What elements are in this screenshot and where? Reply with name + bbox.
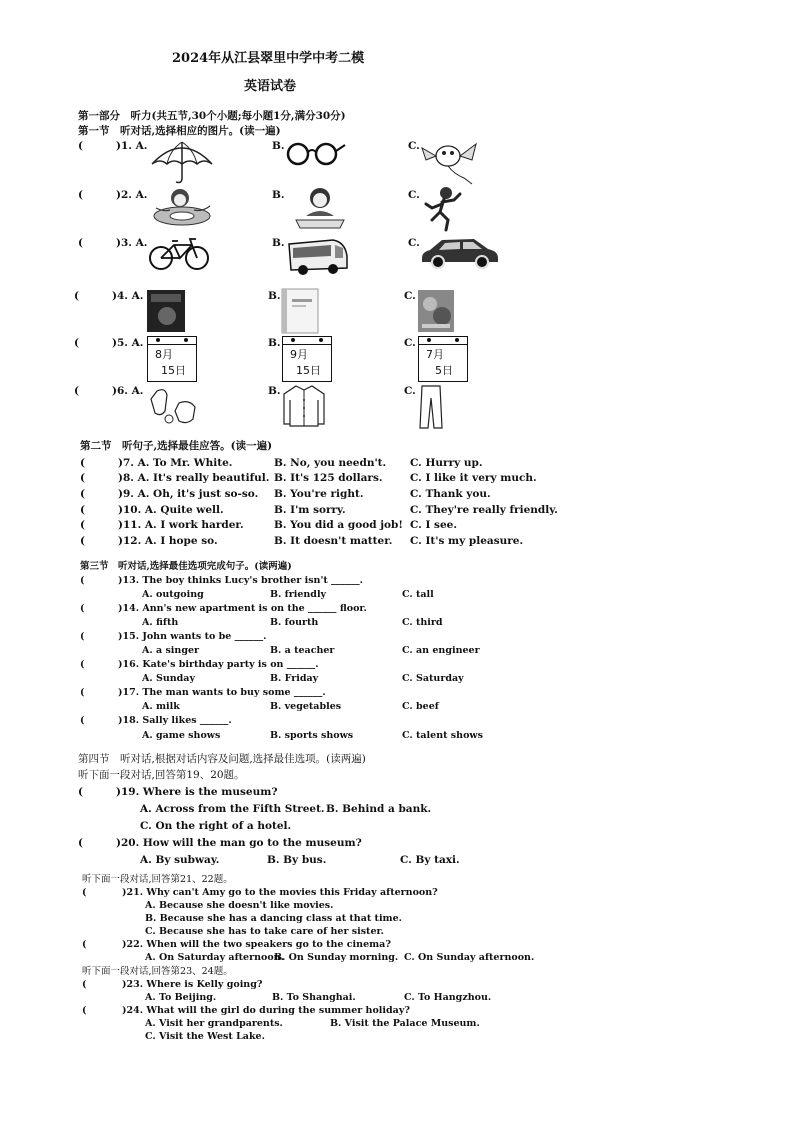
running-boy-icon xyxy=(420,186,470,232)
option-c: C. I see. xyxy=(410,519,457,531)
option-a: A. a singer xyxy=(142,645,200,656)
umbrella-icon xyxy=(150,140,214,184)
book-dark-icon xyxy=(147,290,187,332)
calendar-month: 8月 xyxy=(155,348,173,361)
option-b: B. You're right. xyxy=(274,488,364,500)
option-c: C. It's my pleasure. xyxy=(410,535,524,547)
calendar-icon xyxy=(282,336,332,382)
option-a: A. To Beijing. xyxy=(145,992,217,1003)
answer-paren[interactable]: ( xyxy=(78,189,83,201)
option-a: A. On Saturday afternoon. xyxy=(145,952,284,963)
option-b: B. Friday xyxy=(270,673,319,684)
question-text: )22. When will the two speakers go to the cinema? xyxy=(122,939,391,950)
option-b: B. sports shows xyxy=(270,730,354,741)
option-b: B. Because she has a dancing class at that time. xyxy=(145,913,402,924)
car-icon xyxy=(420,236,500,270)
question-number: )4. A. xyxy=(112,290,144,302)
answer-paren[interactable]: ( xyxy=(82,887,87,898)
option-a: A. outgoing xyxy=(142,589,204,600)
answer-paren[interactable]: ( xyxy=(80,457,85,469)
option-a: A. Across from the Fifth Street. xyxy=(140,803,325,815)
part-heading: 第一部分 听力(共五节,30个小题;每小题1分,满分30分) xyxy=(78,110,346,122)
option-c-label: C. xyxy=(408,237,420,249)
question-number: )2. A. xyxy=(116,189,148,201)
page-title: 2024年从江县翠里中学中考二模 xyxy=(172,51,365,66)
question-number: )5. A. xyxy=(112,337,144,349)
option-c: C. Hurry up. xyxy=(410,457,483,469)
option-c: C. On the right of a hotel. xyxy=(140,820,292,832)
dialogue-intro: 听下面一段对话,回答第19、20题。 xyxy=(78,769,245,781)
calendar-day: 15日 xyxy=(296,364,321,377)
question-text: )17. The man wants to buy some ______. xyxy=(118,687,326,698)
question-text: )16. Kate's birthday party is on ______. xyxy=(118,659,319,670)
option-b: B. a teacher xyxy=(270,645,335,656)
book-colorful-icon xyxy=(418,290,456,332)
question-text: )13. The boy thinks Lucy's brother isn't ______. xyxy=(118,575,363,586)
option-a: A. game shows xyxy=(142,730,221,741)
section1-heading: 第一节 听对话,选择相应的图片。(读一遍) xyxy=(78,125,281,137)
option-c: C. On Sunday afternoon. xyxy=(404,952,535,963)
dialogue-intro: 听下面一段对话,回答第21、22题。 xyxy=(82,874,233,885)
option-b: B. vegetables xyxy=(270,701,342,712)
question-number: )6. A. xyxy=(112,385,144,397)
page-subtitle: 英语试卷 xyxy=(244,79,297,94)
option-b-label: B. xyxy=(272,189,285,201)
option-c: C. third xyxy=(402,617,443,628)
section3-heading: 第三节 听对话,选择最佳选项完成句子。(读两遍) xyxy=(80,561,292,572)
option-a: )9. A. Oh, it's just so-so. xyxy=(118,488,259,500)
option-b-label: B. xyxy=(268,385,281,397)
calendar-icon xyxy=(147,336,197,382)
option-a: A. Visit her grandparents. xyxy=(145,1018,283,1029)
calendar-month: 7月 xyxy=(426,348,444,361)
option-c: C. talent shows xyxy=(402,730,483,741)
calendar-day: 5日 xyxy=(435,364,453,377)
option-a: A. By subway. xyxy=(140,854,220,866)
option-c: C. tall xyxy=(402,589,434,600)
option-c: C. Thank you. xyxy=(410,488,491,500)
option-a: A. fifth xyxy=(142,617,179,628)
option-c-label: C. xyxy=(404,385,416,397)
option-c-label: C. xyxy=(408,189,420,201)
answer-paren[interactable]: ( xyxy=(80,659,85,670)
answer-paren[interactable]: ( xyxy=(74,290,79,302)
bicycle-icon xyxy=(148,235,210,271)
option-c: C. an engineer xyxy=(402,645,480,656)
answer-paren[interactable]: ( xyxy=(78,140,83,152)
option-a: )11. A. I work harder. xyxy=(118,519,244,531)
pants-icon xyxy=(420,384,444,430)
bus-icon xyxy=(285,236,351,278)
kite-icon xyxy=(420,138,480,186)
dialogue-intro: 听下面一段对话,回答第23、24题。 xyxy=(82,966,233,977)
answer-paren[interactable]: ( xyxy=(80,575,85,586)
swimming-girl-icon xyxy=(150,186,214,230)
option-b: B. You did a good job! xyxy=(274,519,403,531)
answer-paren[interactable]: ( xyxy=(80,715,85,726)
answer-paren[interactable]: ( xyxy=(82,1005,87,1016)
answer-paren[interactable]: ( xyxy=(80,488,85,500)
question-text: )23. Where is Kelly going? xyxy=(122,979,263,990)
option-b: B. friendly xyxy=(270,589,327,600)
answer-paren[interactable]: ( xyxy=(78,837,83,849)
answer-paren[interactable]: ( xyxy=(80,687,85,698)
option-b: B. Behind a bank. xyxy=(326,803,432,815)
option-b: B. By bus. xyxy=(267,854,327,866)
question-text: )18. Sally likes ______. xyxy=(118,715,232,726)
option-b: B. It doesn't matter. xyxy=(274,535,393,547)
answer-paren[interactable]: ( xyxy=(82,939,87,950)
answer-paren[interactable]: ( xyxy=(82,979,87,990)
shirt-icon xyxy=(282,384,326,428)
option-a: A. Sunday xyxy=(142,673,195,684)
option-c: C. beef xyxy=(402,701,439,712)
option-c: C. To Hangzhou. xyxy=(404,992,492,1003)
option-a: )7. A. To Mr. White. xyxy=(118,457,233,469)
option-b-label: B. xyxy=(268,290,281,302)
section4-heading: 第四节 听对话,根据对话内容及问题,选择最佳选项。(读两遍) xyxy=(78,753,366,765)
question-text: )24. What will the girl do during the summer holiday? xyxy=(122,1005,410,1016)
option-b: B. On Sunday morning. xyxy=(274,952,399,963)
option-a: )8. A. It's really beautiful. xyxy=(118,472,270,484)
question-text: )15. John wants to be ______. xyxy=(118,631,267,642)
option-c-label: C. xyxy=(404,290,416,302)
answer-paren[interactable]: ( xyxy=(80,519,85,531)
option-b-label: B. xyxy=(268,337,281,349)
studying-girl-icon xyxy=(292,186,348,230)
option-c-label: C. xyxy=(404,337,416,349)
option-c: C. I like it very much. xyxy=(410,472,537,484)
calendar-month: 9月 xyxy=(290,348,308,361)
answer-paren[interactable]: ( xyxy=(78,237,83,249)
answer-paren[interactable]: ( xyxy=(80,603,85,614)
question-number: )3. A. xyxy=(116,237,148,249)
option-b: B. I'm sorry. xyxy=(274,504,346,516)
option-c: C. By taxi. xyxy=(400,854,460,866)
option-b-label: B. xyxy=(272,237,285,249)
option-b: B. fourth xyxy=(270,617,319,628)
question-text: )21. Why can't Amy go to the movies this Friday afternoon? xyxy=(122,887,438,898)
option-a: A. Because she doesn't like movies. xyxy=(145,900,334,911)
option-c-label: C. xyxy=(408,140,420,152)
option-c: C. Because she has to take care of her sister. xyxy=(145,926,384,937)
calendar-day: 15日 xyxy=(161,364,186,377)
answer-paren[interactable]: ( xyxy=(74,337,79,349)
book-white-icon xyxy=(282,289,322,333)
gloves-icon xyxy=(145,385,201,427)
section2-heading: 第二节 听句子,选择最佳应答。(读一遍) xyxy=(80,440,273,452)
glasses-icon xyxy=(284,140,346,166)
option-a: )12. A. I hope so. xyxy=(118,535,218,547)
option-b: B. Visit the Palace Museum. xyxy=(330,1018,480,1029)
question-text: )14. Ann's new apartment is on the ______ floor. xyxy=(118,603,367,614)
question-text: )19. Where is the museum? xyxy=(116,786,278,798)
answer-paren[interactable]: ( xyxy=(78,786,83,798)
option-a: )10. A. Quite well. xyxy=(118,504,224,516)
answer-paren[interactable]: ( xyxy=(80,472,85,484)
answer-paren[interactable]: ( xyxy=(80,631,85,642)
question-text: )20. How will the man go to the museum? xyxy=(116,837,362,849)
option-c: C. Visit the West Lake. xyxy=(145,1031,265,1042)
option-b-label: B. xyxy=(272,140,285,152)
answer-paren[interactable]: ( xyxy=(80,504,85,516)
option-c: C. They're really friendly. xyxy=(410,504,558,516)
answer-paren[interactable]: ( xyxy=(74,385,79,397)
option-b: B. No, you needn't. xyxy=(274,457,387,469)
option-b: B. It's 125 dollars. xyxy=(274,472,383,484)
answer-paren[interactable]: ( xyxy=(80,535,85,547)
option-a: A. milk xyxy=(142,701,180,712)
option-c: C. Saturday xyxy=(402,673,464,684)
calendar-icon xyxy=(418,336,468,382)
option-b: B. To Shanghai. xyxy=(272,992,356,1003)
question-number: )1. A. xyxy=(116,140,148,152)
